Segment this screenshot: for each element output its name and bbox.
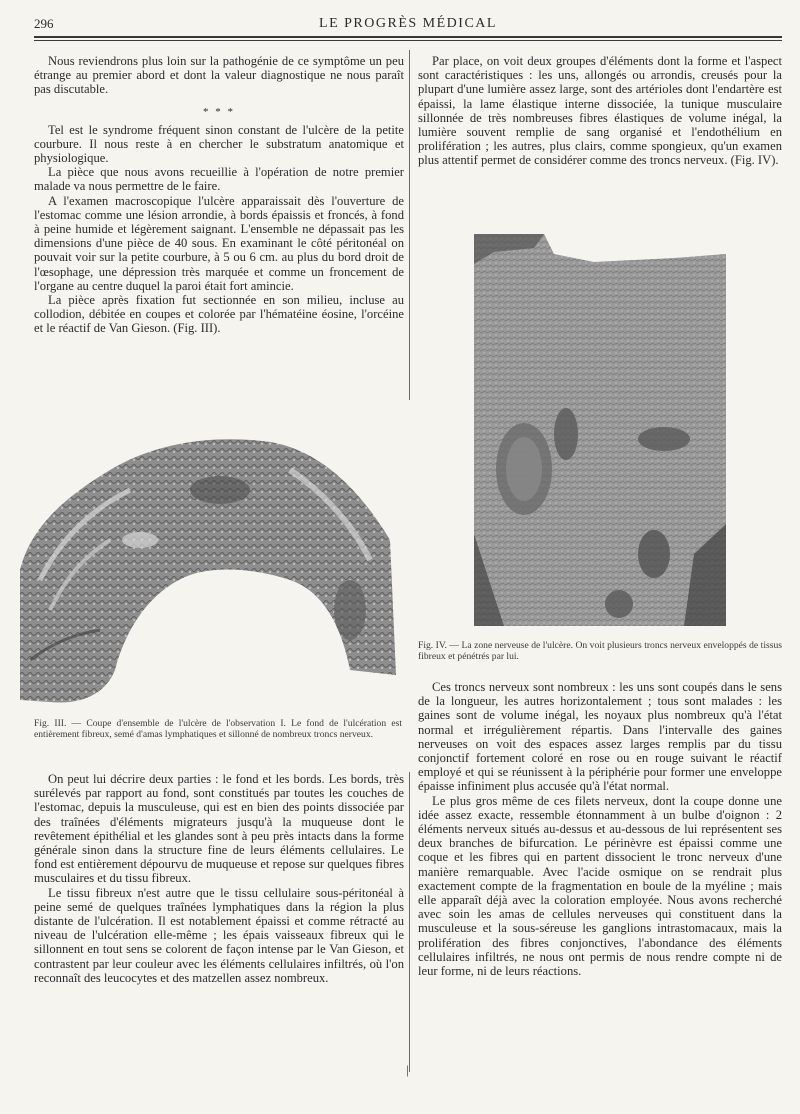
- column-divider: [409, 772, 410, 1072]
- right-column-bottom: [418, 680, 782, 978]
- running-title: LE PROGRÈS MÉDICAL: [319, 16, 497, 31]
- paragraph: Le plus gros même de ces filets nerveux, dont la coupe donne une idée assez exacte, ressemble étonnamment à un bulbe d'oignon : 2 éléments nerveux situés au-dessus et au-dessous de lui représentent ses deux branches de bifurcation. Le périnèvre est épaissi comme une coque et les fibres qui en partent dissocient le tronc nerveux d'une manière remarquable. Avec l'acide osmique on se rendrait plus exactement compte de la fragmentation en boule de la myéline ; mais elle apparaît déjà avec la coloration employée. Nous avons recherché avec soin les amas de cellules nerveuses qui constituent dans la musculeuse et la sous-séreuse les ganglions intrastomacaux, mais la prolifération des fibres conjonctives, l'abondance des éléments cellulaires infiltrés, ne nous ont permis de nous rendre compte ni de leur forme, ni de leurs réactions.: [418, 793, 782, 979]
- paragraph: Tel est le syndrome fréquent sinon constant de l'ulcère de la petite courbure. Il nous reste à en chercher le substratum anatomique et physiologique.: [34, 122, 404, 166]
- page-header: [34, 14, 782, 38]
- header-rule: [34, 36, 782, 38]
- page-number: 296: [34, 16, 54, 31]
- paragraph: A l'examen macroscopique l'ulcère apparaissait dès l'ouverture de l'estomac comme une lésion arrondie, à bords épaissis et froncés, à fond à peine humide et légèrement saignant. L'ensemble ne dépassait pas les dimensions d'une pièce de 40 sous. En examinant le côté péritonéal on pouvait voir sur la petite courbure, à 5 ou 6 cm. au plus du bord droit de l'œsophage, une dépression très marquée et comme un froncement de l'organe au centre duquel la paroi était fort amincie.: [34, 193, 404, 293]
- asterism: * * *: [203, 105, 235, 118]
- left-column-bottom: [34, 772, 404, 985]
- paragraph: Par place, on voit deux groupes d'éléments dont la forme et l'aspect sont caractéristiques : les uns, allongés ou arrondis, creusés pour la plupart d'une lumière assez large, sont des artérioles dont l'endartère est épaissi, la lame élastique interne dissociée, la tunique musculaire sillonnée de très nombreuses fibres élastiques de volume inégal, la lumière souvent remplie de sang organisé et l'endothélium en prolifération ; les autres, plus clairs, comme spongieux, qu'un examen plus attentif permet de considérer comme des troncs nerveux. (Fig. IV).: [418, 54, 782, 168]
- paragraph: La pièce que nous avons recueillie à l'opération de notre premier malade va nous permettre de le faire.: [34, 165, 404, 194]
- paragraph: Ces troncs nerveux sont nombreux : les uns sont coupés dans le sens de la longueur, les autres horizontalement ; tous sont malades : les gaines sont de volume inégal, les noyaux plus nombreux qu'à l'état normal et irrégulièrement répartis. Dans l'intervalle des gaines nerveuses on voit des espaces assez larges remplis par du tissu conjonctif fortement coloré en rose ou en rouge suivant le réactif employé et qui se réunissent à la périphérie pour former une enveloppe épaisse infiniment plus accusée qu'à l'état normal.: [418, 680, 782, 794]
- paragraph: On peut lui décrire deux parties : le fond et les bords. Les bords, très surélevés par rapport au fond, sont constitués par toutes les couches de l'estomac, depuis la musculeuse, qui est en bien des points dissociée par des traînées d'éléments migrateurs jusqu'à la muqueuse dont le revêtement épithélial et les glandes sont à peu près intacts dans la forme générale sinon dans la structure fine de leurs éléments cellulaires. Le fond est entièrement dépourvu de muqueuse et repose sur quelques fibres musculaires et du tissu fibreux.: [34, 772, 404, 886]
- header-rule-thin: [34, 40, 782, 41]
- right-column-top: [418, 54, 782, 168]
- left-column-top: [34, 54, 404, 336]
- figure-iv-caption: Fig. IV. — La zone nerveuse de l'ulcère. On voit plusieurs troncs nerveux enveloppés de tissus fibreux et pénétrés par lui.: [418, 640, 782, 662]
- figure-iii-caption: Fig. III. — Coupe d'ensemble de l'ulcère de l'observation I. Le fond de l'ulcération est entièrement fibreux, semé d'amas lymphatiques et sillonné de nombreux troncs nerveux.: [34, 718, 402, 740]
- figure-iv-image: [474, 234, 726, 626]
- paragraph: Le tissu fibreux n'est autre que le tissu cellulaire sous-péritonéal à peine semé de quelques traînées lymphatiques dans la région la plus distante de l'ulcération. Il est notablement épaissi et comme rétracté au niveau de l'ulcération elle-même ; les épais vaisseaux fibreux qui le sillonnent en tout sens se colorent de façon intense par le Van Gieson, et contrastent par leur couleur avec les éléments cellulaires infiltrés, où l'on reconnaît des leucocytes et des matzellen assez nombreux.: [34, 885, 404, 985]
- footer-mark: |: [406, 1062, 409, 1077]
- figure-iii-image: [20, 430, 396, 712]
- paragraph: Nous reviendrons plus loin sur la pathogénie de ce symptôme un peu étrange au premier abord et dont la valeur diagnostique ne nous paraît pas discutable.: [34, 54, 404, 97]
- column-divider: [409, 50, 410, 400]
- paragraph: La pièce après fixation fut sectionnée en son milieu, incluse au collodion, débitée en coupes et colorée par l'hématéine éosine, l'orcéine et le réactif de Van Gieson. (Fig. III).: [34, 293, 404, 336]
